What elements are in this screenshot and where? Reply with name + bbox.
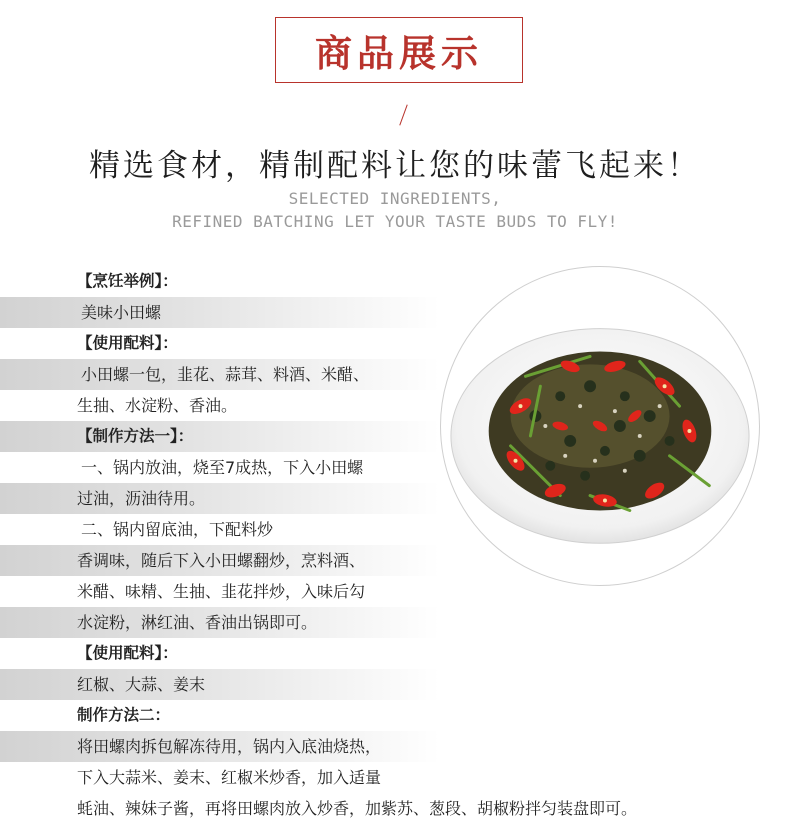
recipe-line: 一、锅内放油，烧至7成热，下入小田螺	[81, 458, 364, 477]
subtitle-line-2: REFINED BATCHING LET YOUR TASTE BUDS TO FLY!	[172, 212, 618, 231]
recipe-line: 美味小田螺	[0, 297, 790, 328]
stir-fried-snails-plate-image	[441, 267, 759, 585]
dish-photo-frame	[440, 266, 760, 586]
recipe-heading-method-2: 制作方法二：	[77, 706, 171, 724]
subtitle-line-1: SELECTED INGREDIENTS,	[288, 189, 502, 208]
section-title-box	[275, 17, 523, 83]
recipe-heading-ingredients: 【使用配料】：	[77, 334, 178, 352]
recipe-line: 红椒、大蒜、姜末	[0, 669, 790, 700]
recipe-line: 米醋、味精、生抽、韭花拌炒，入味后勾	[77, 582, 366, 601]
recipe-line: 水淀粉，淋红油、香油出锅即可。	[0, 607, 790, 638]
recipe-line: 将田螺肉拆包解冻待用，锅内入底油烧热，	[0, 731, 790, 762]
recipe-line: 小田螺一包，韭花、蒜茸、料酒、米醋、	[0, 359, 790, 390]
recipe-line: 二、锅内留底油，下配料炒	[81, 520, 274, 539]
recipe-heading-method-1: 【制作方法一】：	[0, 421, 790, 452]
recipe-line: 香调味，随后下入小田螺翻炒，烹料酒、	[0, 545, 790, 576]
recipe-line: 蚝油、辣妹子酱，再将田螺肉放入炒香，加紫苏、葱段、胡椒粉拌匀装盘即可。	[77, 799, 638, 818]
recipe-line: 过油，沥油待用。	[0, 483, 790, 514]
recipe-line: 下入大蒜米、姜末、红椒米炒香，加入适量	[77, 768, 382, 787]
section-title: 商品展示	[315, 31, 483, 75]
recipe-heading-example: 【烹饪举例】：	[77, 272, 178, 290]
recipe-line: 生抽、水淀粉、香油。	[77, 396, 238, 415]
decorative-slash	[399, 104, 407, 125]
headline: 精选食材，精制配料让您的味蕾飞起来！	[89, 148, 701, 184]
recipe-heading-ingredients-2: 【使用配料】：	[77, 644, 178, 662]
